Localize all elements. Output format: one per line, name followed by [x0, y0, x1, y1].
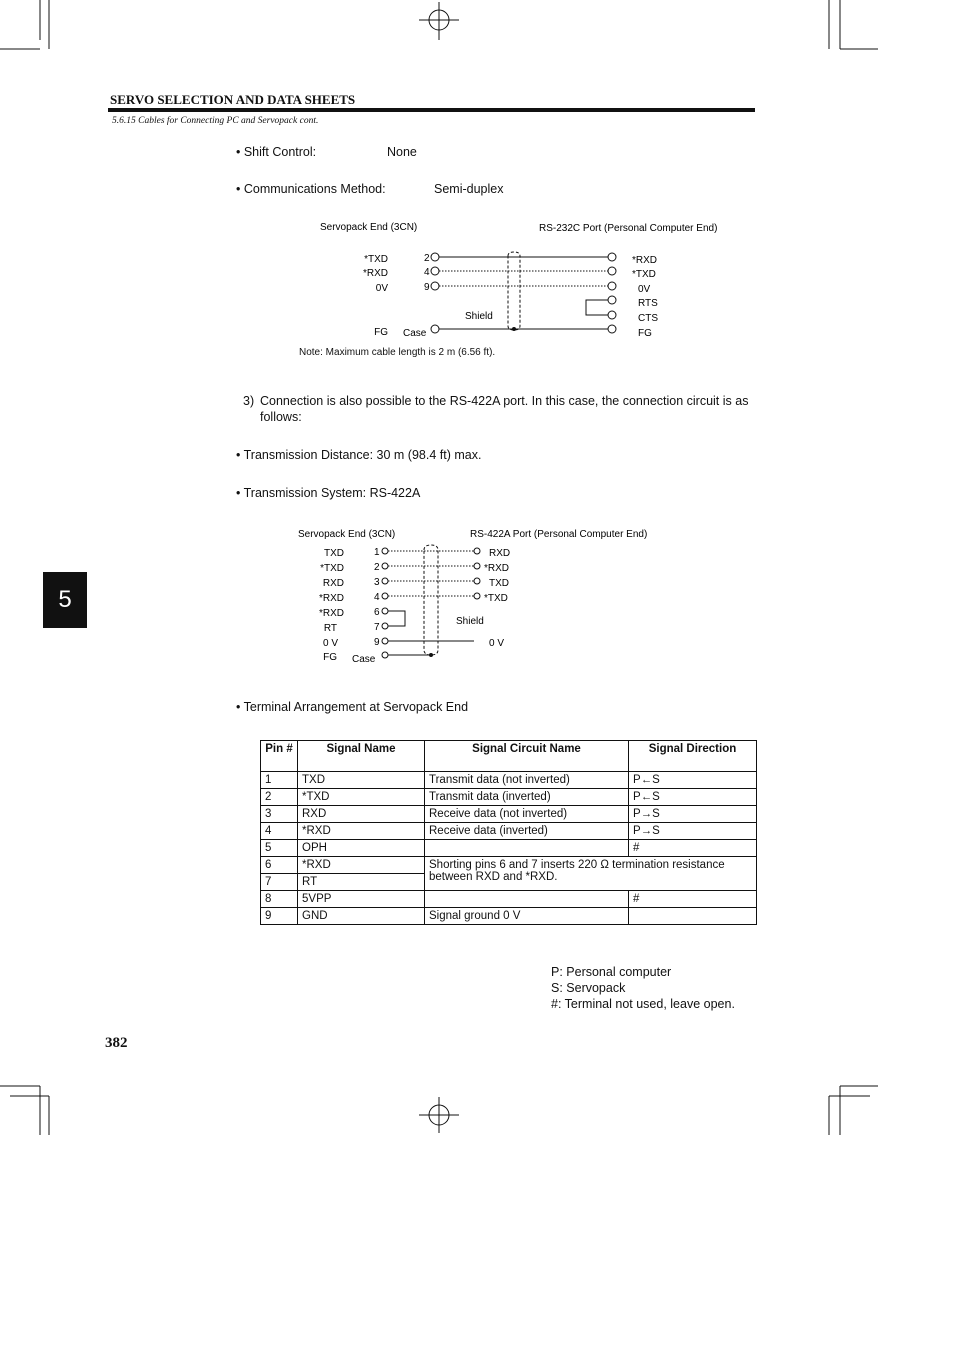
cell-name: *RXD	[298, 857, 425, 874]
cell-pin: 3	[261, 806, 298, 823]
table-row	[261, 908, 757, 925]
table-row	[261, 840, 757, 857]
cell-circuit: Transmit data (not inverted)	[425, 772, 629, 789]
legend	[551, 964, 735, 1012]
table-row	[261, 772, 757, 789]
cell-pin: 8	[261, 891, 298, 908]
cell-name: GND	[298, 908, 425, 925]
cell-name: RXD	[298, 806, 425, 823]
item3-text-line2: follows:	[260, 410, 302, 424]
legend-s: S: Servopack	[551, 981, 626, 995]
cell-pin: 4	[261, 823, 298, 840]
cell-dir: #	[629, 840, 757, 857]
section-title: SERVO SELECTION AND DATA SHEETS	[110, 92, 356, 107]
cell-dir: #	[629, 891, 757, 908]
shift-control-value: None	[387, 145, 417, 159]
chapter-tab: 5	[43, 572, 87, 628]
cell-circuit: Receive data (inverted)	[425, 823, 629, 840]
d2-right-signal: TXD	[489, 578, 509, 589]
d1-right-title: RS-232C Port (Personal Computer End)	[539, 223, 718, 234]
d2-right-title: RS-422A Port (Personal Computer End)	[470, 529, 648, 540]
cell-pin: 9	[261, 908, 298, 925]
cell-dir: P→S	[629, 823, 757, 840]
cell-name: *RXD	[298, 823, 425, 840]
col-pin: Pin #	[261, 741, 298, 772]
d2-pin: 2	[374, 562, 380, 573]
cell-name: RT	[298, 874, 425, 891]
cell-circuit: Transmit data (inverted)	[425, 789, 629, 806]
cell-dir: P←S	[629, 772, 757, 789]
d2-pin: 6	[374, 607, 380, 618]
d1-right-signal: *RXD	[632, 255, 658, 266]
cell-circuit	[425, 840, 629, 857]
rs232c-wiring-diagram	[290, 214, 750, 364]
d2-pin: 7	[374, 622, 380, 633]
subsection-title: 5.6.15 Cables for Connecting PC and Servopack cont.	[112, 116, 319, 126]
legend-hash: #: Terminal not used, leave open.	[551, 997, 735, 1011]
d1-right-signal: *TXD	[632, 269, 656, 280]
d1-left-title: Servopack End (3CN)	[320, 222, 418, 233]
cell-pin: 1	[261, 772, 298, 789]
d2-left-signal: FG	[323, 652, 337, 663]
d1-note: Note: Maximum cable length is 2 m (6.56 ft).	[299, 347, 496, 358]
d2-pin: 1	[374, 547, 380, 558]
cell-circuit: Receive data (not inverted)	[425, 806, 629, 823]
page-number: 382	[105, 1035, 128, 1051]
col-circuit-name: Signal Circuit Name	[425, 741, 629, 772]
cell-circuit	[425, 891, 629, 908]
d2-left-signal: *RXD	[318, 593, 344, 604]
col-direction: Signal Direction	[629, 741, 757, 772]
d1-right-signal: 0V	[638, 284, 651, 295]
terminal-table	[260, 740, 757, 925]
d1-right-signal: FG	[638, 328, 652, 339]
cell-pin: 6	[261, 857, 298, 874]
d2-left-signal: 0 V	[322, 638, 338, 649]
d1-pin: 4	[424, 267, 430, 278]
cell-pin: 7	[261, 874, 298, 891]
comm-method-value: Semi-duplex	[434, 182, 504, 196]
cell-name: TXD	[298, 772, 425, 789]
item3-text-line1: Connection is also possible to the RS-422A port. In this case, the connection circuit is as	[260, 394, 749, 408]
d2-pin: 4	[374, 592, 380, 603]
table-row	[261, 857, 757, 874]
d2-left-signal: RT	[323, 623, 337, 634]
d2-case-label: Case	[352, 654, 376, 665]
shift-control-label: • Shift Control:	[236, 145, 317, 159]
terminal-heading: • Terminal Arrangement at Servopack End	[236, 700, 469, 714]
cell-dir	[629, 908, 757, 925]
table-row	[261, 891, 757, 908]
d1-left-signal: *TXD	[364, 254, 388, 265]
cell-pin: 2	[261, 789, 298, 806]
cell-circuit: Signal ground 0 V	[425, 908, 629, 925]
d1-right-signal: CTS	[638, 313, 658, 324]
cell-merged-note: Shorting pins 6 and 7 inserts 220 Ω termination resistance between RXD and *RXD.	[425, 857, 757, 891]
d2-right-signal: *TXD	[484, 593, 508, 604]
d2-left-signal: RXD	[322, 578, 344, 589]
d2-right-signal: RXD	[489, 548, 511, 559]
cell-dir: P←S	[629, 789, 757, 806]
cell-name: *TXD	[298, 789, 425, 806]
table-row	[261, 806, 757, 823]
header-rule	[108, 108, 755, 112]
cell-name: 5VPP	[298, 891, 425, 908]
cell-dir: P→S	[629, 806, 757, 823]
rs422a-wiring-diagram	[290, 520, 690, 675]
d2-left-signal: *TXD	[320, 563, 344, 574]
d2-right-signal: *RXD	[484, 563, 510, 574]
d1-pin: 9	[424, 282, 430, 293]
d1-left-signal: 0V	[375, 283, 388, 294]
d2-left-signal: *RXD	[318, 608, 344, 619]
d1-left-signal: FG	[374, 327, 388, 338]
item3-number: 3)	[243, 394, 255, 408]
d2-left-signal: TXD	[324, 548, 344, 559]
comm-method-label: • Communications Method:	[236, 182, 386, 196]
col-signal-name: Signal Name	[298, 741, 425, 772]
d2-pin: 9	[374, 637, 380, 648]
d1-right-signal: RTS	[638, 298, 658, 309]
transmission-system: • Transmission System: RS-422A	[236, 486, 421, 500]
d2-shield-label: Shield	[456, 616, 484, 627]
d1-left-signal: *RXD	[362, 268, 388, 279]
cell-name: OPH	[298, 840, 425, 857]
d2-pin: 3	[374, 577, 380, 588]
d2-right-signal: 0 V	[489, 638, 505, 649]
cell-pin: 5	[261, 840, 298, 857]
d1-shield-label: Shield	[465, 311, 493, 322]
d1-pin: 2	[424, 253, 430, 264]
table-row	[261, 823, 757, 840]
d2-left-title: Servopack End (3CN)	[298, 529, 396, 540]
table-row	[261, 789, 757, 806]
d1-case-label: Case	[403, 328, 427, 339]
legend-p: P: Personal computer	[551, 965, 672, 979]
transmission-distance: • Transmission Distance: 30 m (98.4 ft) max.	[236, 448, 482, 462]
